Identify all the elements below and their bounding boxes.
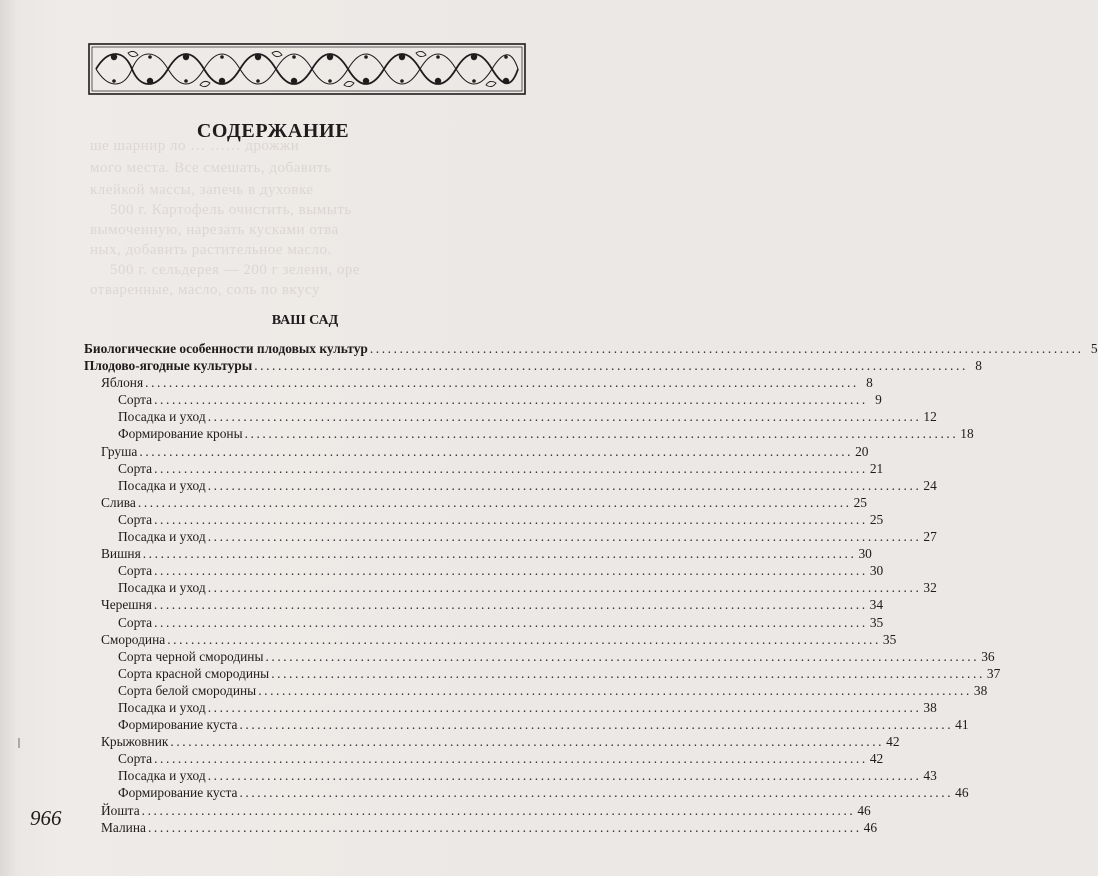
toc-entry-label: Сорта bbox=[118, 460, 153, 476]
toc-entry-page: 42 bbox=[869, 751, 884, 767]
toc-entry bbox=[84, 408, 937, 425]
toc-entry-page: 18 bbox=[960, 426, 974, 442]
dot-leader: ........................................................................................................................ bbox=[147, 819, 862, 835]
toc-entry-label: Сорта красной смородины bbox=[118, 665, 270, 681]
toc-entry bbox=[84, 596, 884, 613]
toc-entry-page: 46 bbox=[863, 819, 878, 835]
toc-entry bbox=[84, 819, 878, 836]
toc-entry bbox=[84, 665, 1001, 682]
toc-entry-page: 43 bbox=[923, 768, 937, 784]
toc-entry bbox=[84, 648, 995, 665]
toc-entry bbox=[84, 784, 969, 801]
toc-entry-page: 8 bbox=[866, 375, 873, 391]
toc-entry-page: 46 bbox=[955, 785, 969, 801]
page-number: 966 bbox=[30, 806, 62, 830]
toc-entry-page: 30 bbox=[858, 546, 872, 562]
dot-leader: ........................................................................................................................ bbox=[139, 443, 854, 459]
dot-leader: ........................................................................................................................ bbox=[153, 597, 868, 613]
toc-entry bbox=[84, 631, 897, 648]
table-of-contents bbox=[84, 340, 1098, 836]
dot-leader: ........................................................................................................................ bbox=[142, 546, 857, 562]
toc-entry-page: 36 bbox=[981, 648, 995, 664]
toc-entry-page: 25 bbox=[869, 511, 884, 527]
bleed-through-text: отваренные, масло, соль по вкусу bbox=[90, 282, 320, 298]
toc-entry-page: 38 bbox=[973, 682, 988, 698]
dot-leader: ........................................................................................................................ bbox=[244, 426, 959, 442]
toc-entry-page: 32 bbox=[923, 580, 937, 596]
toc-entry-label: Крыжовник bbox=[101, 734, 169, 750]
dot-leader: ........................................................................................................................ bbox=[154, 511, 868, 527]
toc-entry-page: 25 bbox=[853, 494, 867, 510]
toc-entry-page: 38 bbox=[923, 699, 937, 715]
toc-entry bbox=[84, 425, 974, 442]
toc-entry-label: Формирование куста bbox=[118, 785, 238, 801]
toc-entry bbox=[84, 443, 869, 460]
dot-leader: ........................................................................................................................ bbox=[207, 529, 922, 545]
dot-leader: ........................................................................................................................ bbox=[145, 375, 859, 391]
toc-entry bbox=[84, 562, 884, 579]
dot-leader: ........................................................................................................................ bbox=[154, 392, 868, 408]
dot-leader: ........................................................................................................................ bbox=[137, 494, 852, 510]
section-heading: ВАШ САД bbox=[271, 313, 339, 328]
toc-entry-label: Плодово-ягодные культуры bbox=[84, 358, 253, 374]
dot-leader: ........................................................................................................................ bbox=[207, 477, 922, 493]
toc-entry bbox=[84, 802, 871, 819]
dot-leader: ........................................................................................................................ bbox=[154, 751, 868, 767]
dot-leader: ........................................................................................................................ bbox=[154, 563, 868, 579]
toc-entry-label: Малина bbox=[101, 819, 146, 835]
toc-entry bbox=[84, 614, 884, 631]
toc-entry bbox=[84, 340, 1098, 357]
toc-entry bbox=[84, 579, 937, 596]
toc-entry bbox=[84, 494, 867, 511]
dot-leader: ........................................................................................................................ bbox=[207, 580, 922, 596]
toc-entry-label: Посадка и уход bbox=[118, 409, 206, 425]
dot-leader: ........................................................................................................................ bbox=[258, 682, 972, 698]
toc-entry-label: Биологические особенности плодовых культур bbox=[84, 341, 368, 356]
toc-entry bbox=[84, 699, 937, 716]
toc-entry-label: Йошта bbox=[101, 802, 140, 818]
bleed-through-text: мого места. Все смешать, добавить bbox=[90, 160, 332, 176]
bleed-through-text: клейкой массы, запечь в духовке bbox=[90, 182, 314, 198]
toc-entry-label: Посадка и уход bbox=[118, 699, 206, 715]
toc-entry bbox=[84, 733, 900, 750]
dot-leader: ........................................................................................................................ bbox=[141, 802, 856, 818]
toc-entry bbox=[84, 528, 937, 545]
toc-entry-page: 21 bbox=[869, 460, 884, 476]
toc-entry bbox=[84, 682, 988, 699]
toc-entry bbox=[84, 460, 884, 477]
toc-entry-page: 37 bbox=[986, 665, 1001, 681]
toc-entry-label: Посадка и уход bbox=[118, 477, 206, 493]
toc-entry-label: Формирование кроны bbox=[118, 426, 243, 442]
toc-entry-page: 20 bbox=[855, 443, 869, 459]
toc-entry bbox=[84, 545, 872, 562]
toc-entry bbox=[84, 716, 969, 733]
toc-entry-page: 46 bbox=[857, 802, 871, 818]
toc-entry-page: 35 bbox=[869, 614, 884, 630]
dot-leader: ........................................................................................................................ bbox=[167, 631, 881, 647]
bleed-through-text: ше шарнир ло … …… дрожжи bbox=[90, 138, 300, 154]
dot-leader: ........................................................................................................................ bbox=[170, 734, 885, 750]
bleed-through-text: вымоченную, нарезать кусками отва bbox=[90, 222, 339, 238]
toc-entry-page: 27 bbox=[923, 529, 937, 545]
toc-entry bbox=[84, 374, 873, 391]
toc-entry-page: 5 bbox=[1090, 341, 1098, 356]
dot-leader: ........................................................................................................................ bbox=[154, 614, 868, 630]
toc-entry-label: Сорта черной смородины bbox=[118, 648, 264, 664]
toc-entry bbox=[84, 767, 937, 784]
toc-entry-page: 30 bbox=[869, 563, 884, 579]
dot-leader: ........................................................................................................................ bbox=[265, 648, 980, 664]
bleed-through-text: ных, добавить растительное масло. bbox=[90, 242, 332, 258]
toc-entry-page: 9 bbox=[875, 392, 882, 408]
toc-entry bbox=[84, 511, 884, 528]
dot-leader: ........................................................................................................................ bbox=[207, 699, 922, 715]
dot-leader: ........................................................................................................................ bbox=[254, 358, 968, 374]
toc-entry-label: Смородина bbox=[101, 631, 166, 647]
toc-entry-label: Посадка и уход bbox=[118, 768, 206, 784]
margin-mark bbox=[18, 738, 20, 748]
toc-entry-label: Сорта bbox=[118, 563, 153, 579]
toc-entry-page: 34 bbox=[869, 597, 884, 613]
toc-entry bbox=[84, 750, 884, 767]
toc-entry-label: Сорта bbox=[118, 392, 153, 408]
toc-entry-page: 41 bbox=[955, 717, 969, 733]
toc-entry-label: Сорта bbox=[118, 614, 153, 630]
dot-leader: ........................................................................................................................ bbox=[154, 460, 868, 476]
toc-entry-label: Вишня bbox=[101, 546, 141, 562]
dot-leader: ........................................................................................................................ bbox=[207, 409, 922, 425]
bleed-through-text: 500 г. Картофель очистить, вымыть bbox=[110, 202, 352, 218]
toc-entry bbox=[84, 477, 937, 494]
toc-entry bbox=[84, 391, 882, 408]
toc-entry-label: Яблоня bbox=[101, 375, 144, 391]
toc-entry-label: Формирование куста bbox=[118, 717, 238, 733]
dot-leader: ........................................................................................................................ bbox=[207, 768, 922, 784]
toc-entry-label: Черешня bbox=[101, 597, 152, 613]
toc-entry-label: Сорта bbox=[118, 751, 153, 767]
toc-entry-page: 42 bbox=[886, 734, 900, 750]
bleed-through-text: 500 г. сельдерея — 200 г зелени, оре bbox=[110, 262, 360, 278]
dot-leader: ........................................................................................................................ bbox=[239, 785, 954, 801]
toc-entry-page: 12 bbox=[923, 409, 937, 425]
toc-entry-label: Груша bbox=[101, 443, 138, 459]
toc-entry-label: Сорта белой смородины bbox=[118, 682, 257, 698]
toc-entry-label: Посадка и уход bbox=[118, 529, 206, 545]
toc-entry-page: 35 bbox=[882, 631, 897, 647]
contents-title: СОДЕРЖАНИЕ bbox=[196, 120, 350, 142]
floral-ornament-icon bbox=[88, 43, 526, 95]
dot-leader: ........................................................................................................................ bbox=[239, 717, 954, 733]
toc-entry-label: Сорта bbox=[118, 511, 153, 527]
toc-entry-label: Посадка и уход bbox=[118, 580, 206, 596]
toc-entry-page: 24 bbox=[923, 477, 937, 493]
toc-entry bbox=[84, 357, 982, 374]
toc-entry-label: Слива bbox=[101, 494, 136, 510]
toc-entry-page: 8 bbox=[975, 358, 982, 374]
dot-leader: ........................................................................................................................ bbox=[271, 665, 985, 681]
dot-leader: ........................................................................................................................ bbox=[369, 341, 1084, 356]
